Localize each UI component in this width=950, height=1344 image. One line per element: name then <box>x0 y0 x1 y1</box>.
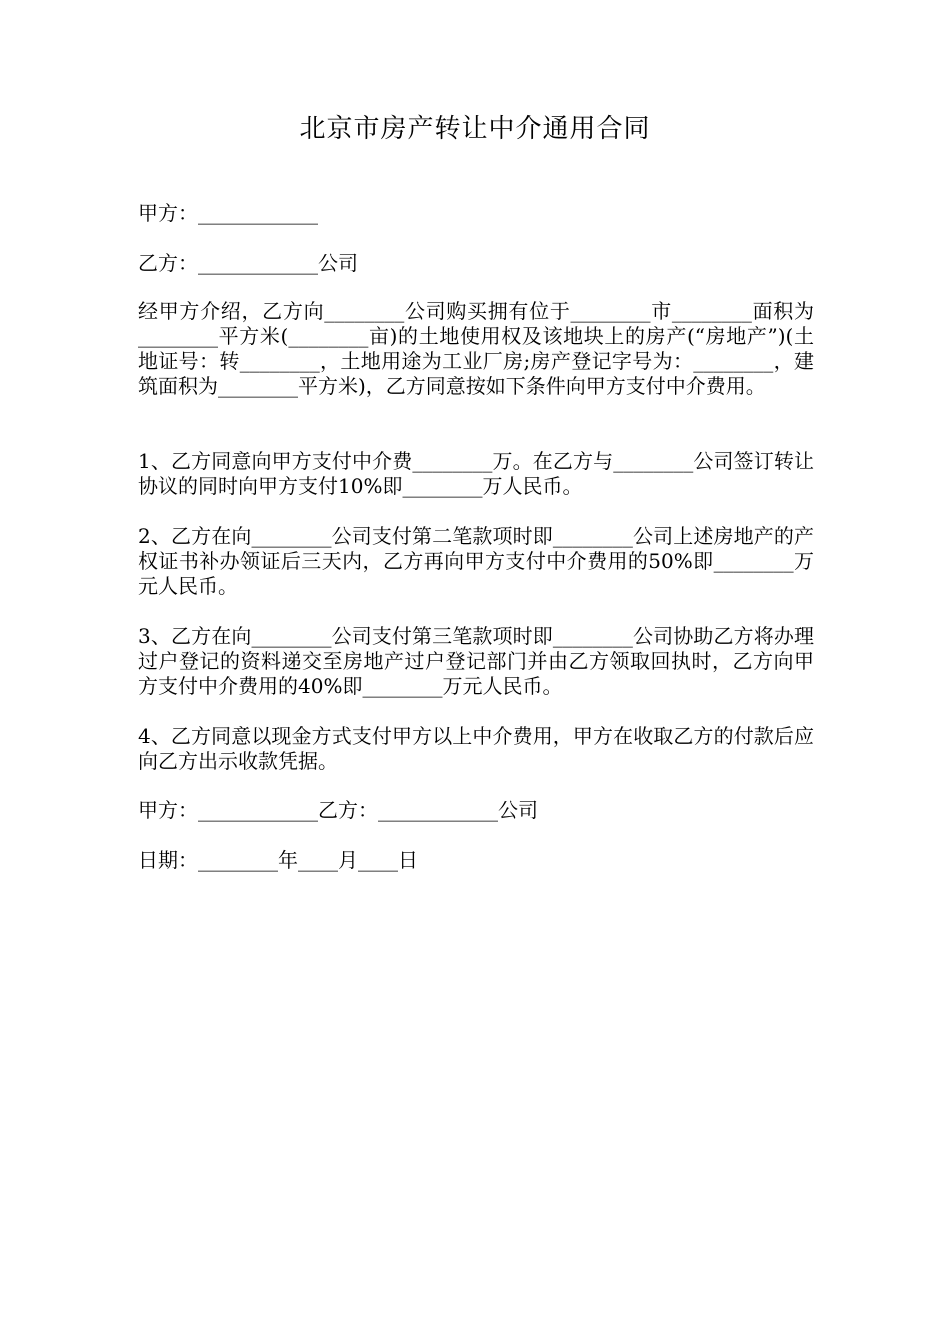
clause-3: 3、乙方在向________公司支付第三笔款项时即________公司协助乙方将办理过户登记的资料递交至房地产过户登记部门并由乙方领取回执时，乙方向甲方支付中介费用的40%即________万元人民币。 <box>138 624 814 698</box>
document-title: 北京市房产转让中介通用合同 <box>299 114 651 144</box>
clause-1: 1、乙方同意向甲方支付中介费________万。在乙方与________公司签订转让协议的同时向甲方支付10%即________万人民币。 <box>138 449 814 498</box>
clause-2: 2、乙方在向________公司支付第二笔款项时即________公司上述房地产的产权证书补办领证后三天内，乙方再向甲方支付中介费用的50%即________万元人民币。 <box>138 524 814 598</box>
intro-paragraph: 经甲方介绍，乙方向________公司购买拥有位于________市________面积为________平方米(________亩)的土地使用权及该地块上的房产(“房地产”)(土地证号：转________，土地用途为工业厂房;房产登记字号为：________，建筑面积为________平方米)，乙方同意按如下条件向甲方支付中介费用。 <box>138 299 814 398</box>
signature-line: 甲方：____________乙方：____________公司 <box>138 798 538 822</box>
party-b-line: 乙方：____________公司 <box>138 251 358 275</box>
date-line: 日期：________年____月____日 <box>138 848 418 872</box>
party-a-line: 甲方：____________ <box>138 201 318 225</box>
clause-4: 4、乙方同意以现金方式支付甲方以上中介费用，甲方在收取乙方的付款后应向乙方出示收款凭据。 <box>138 724 814 773</box>
